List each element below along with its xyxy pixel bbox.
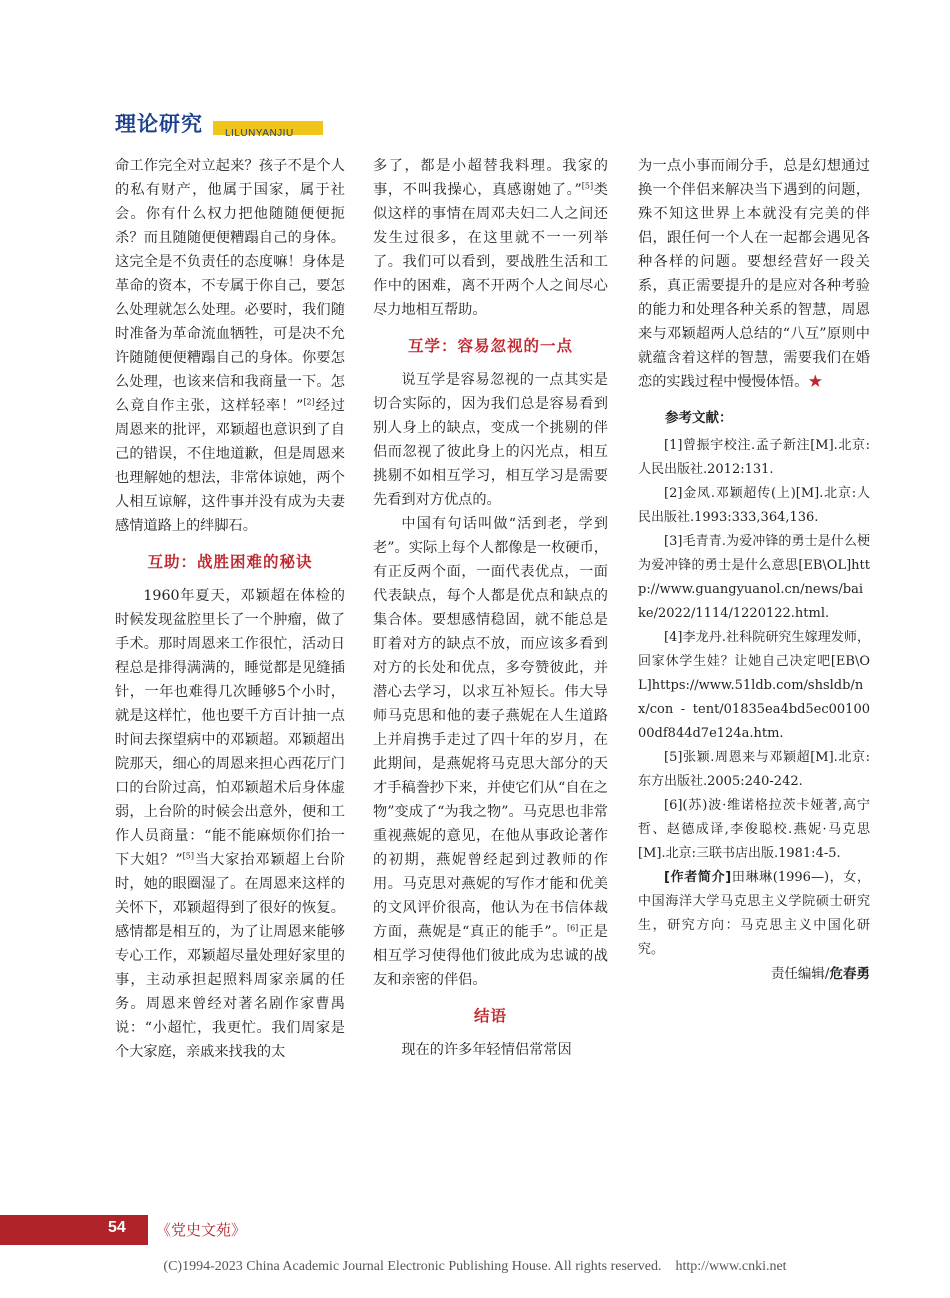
section-header	[115, 108, 325, 138]
paragraph: 命工作完全对立起来？孩子不是个人的私有财产，他属于国家，属于社会。你有什么权力把他随随便便扼杀？而且随随便便糟蹋自己的身体。这完全是不负责任的态度嘛！身体是革命的资本，不专属于你自己，要怎么处理就怎么处理。必要时，我们随时准备为革命流血牺牲，可是决不允许随随便便糟蹋自己的身体。你要怎么处理，也该来信和我商量一下。怎么竟自作主张，这样轻率！”[2]经过周恩来的批评，邓颖超也意识到了自己的错误，不住地道歉，但是周恩来也理解她的想法，非常体谅她，两个人相互谅解，这件事并没有成为夫妻感情道路上的绊脚石。	[115, 158, 345, 534]
editor-credit: 责任编辑/危春勇	[770, 966, 870, 982]
citation-mark: [6]	[566, 923, 579, 933]
page-number: 54	[108, 1219, 126, 1236]
editor-name: 危春勇	[829, 966, 870, 982]
reference-item: [5]张颖.周恩来与邓颖超[M].北京:东方出版社.2005:240-242.	[638, 750, 870, 789]
author-label: [作者简介]	[664, 870, 732, 885]
section-header-subtitle: LILUNYANJIU	[225, 128, 294, 139]
star-icon: ★	[808, 374, 823, 390]
column-1	[115, 154, 345, 1064]
section-header-title: 理论研究	[115, 112, 203, 136]
paragraph: 为一点小事而闹分手，总是幻想通过换一个伴侣来解决当下遇到的问题，殊不知这世界上本就没有完美的伴侣，跟任何一个人在一起都会遇见各种各样的问题。要想经营好一段关系，真正需要提升的是应对各种考验的能力和处理各种关系的智慧，周恩来与邓颖超两人总结的“八互”原则中就蕴含着这样的智慧，需要我们在婚恋的实践过程中慢慢体悟。★	[638, 158, 870, 390]
reference-item: [6](苏)波·维诺格拉茨卡娅著,高宁哲、赵德成译,李俊聪校.燕妮·马克思[M].北京:三联书店出版.1981:4-5.	[638, 798, 870, 861]
citation-mark: [2]	[303, 397, 315, 407]
copyright-line: (C)1994-2023 China Academic Journal Electronic Publishing House. All rights reserved. http://www.cnki.net	[163, 1259, 787, 1274]
column-2	[373, 154, 608, 1062]
paragraph: 现在的许多年轻情侣常常因	[401, 1042, 572, 1058]
magazine-name: 《党史文苑》	[156, 1221, 247, 1239]
paragraph: 多了，都是小超替我料理。我家的事，不叫我操心，真感谢她了。”[5]类似这样的事情在周邓夫妇二人之间还发生过很多，在这里就不一一列举了。我们可以看到，要战胜生活和工作中的困难，离不开两个人之间尽心尽力地相互帮助。	[373, 158, 608, 318]
reference-item: [1]曾振宇校注.孟子新注[M].北京:人民出版社.2012:131.	[638, 438, 870, 477]
page-footer	[0, 1215, 950, 1247]
column-3	[638, 154, 884, 986]
reference-item: [3]毛青青.为爱冲锋的勇士是什么梗 为爱冲锋的勇士是什么意思[EB\OL]http://www.guangyuanol.cn/news/baike/2022/1114/1220122.html.	[638, 534, 884, 621]
page-number-bar	[0, 1215, 148, 1245]
reference-item: [4]李龙丹.社科院研究生嫁理发师，回家休学生娃？让她自己决定吧[EB\OL]https://www.51ldb.com/shsldb/nx/con - tent/01835ea4bd5ec0010000df844d7e124a.htm.	[638, 630, 870, 741]
citation-mark: [5]	[182, 851, 194, 861]
author-bio: [作者简介]田琳琳(1996—)，女，中国海洋大学马克思主义学院硕士研究生，研究方向：马克思主义中国化研究。	[638, 870, 870, 957]
section-heading-conclusion: 结语	[473, 1007, 507, 1025]
section-header-bar	[213, 121, 323, 139]
citation-mark: [5]	[581, 181, 594, 191]
section-heading-mutual-learning: 互学：容易忽视的一点	[407, 337, 573, 355]
section-heading-mutual-help: 互助：战胜困难的秘诀	[147, 553, 313, 571]
references-title: 参考文献：	[665, 410, 733, 426]
reference-item: [2]金凤.邓颖超传(上)[M].北京:人民出版社.1993:333,364,136.	[638, 486, 870, 525]
paragraph: 1960年夏天，邓颖超在体检的时候发现盆腔里长了一个肿瘤，做了手术。那时周恩来工作很忙，活动日程总是排得满满的，睡觉都是见缝插针，一年也难得几次睡够5个小时，就是这样忙，他也要千方百计抽一点时间去探望病中的邓颖超。邓颖超出院那天，细心的周恩来担心西花厅门口的台阶过高，怕邓颖超术后身体虚弱，上台阶的时候会出意外，便和工作人员商量：“能不能麻烦你们抬一下大姐？”[5]当大家抬邓颖超上台阶时，她的眼圈湿了。在周恩来这样的关怀下，邓颖超得到了很好的恢复。感情都是相互的，为了让周恩来能够专心工作，邓颖超尽量处理好家里的事，主动承担起照料周家亲属的任务。周恩来曾经对著名剧作家曹禺说：“小超忙，我更忙。我们周家是个大家庭，亲戚来找我的太	[115, 588, 345, 1060]
paragraph: 中国有句话叫做“活到老，学到老”。实际上每个人都像是一枚硬币，有正反两个面，一面代表优点，一面代表缺点，每个人都是优点和缺点的集合体。要想感情稳固，就不能总是盯着对方的缺点不放，而应该多看到对方的长处和优点，多夸赞彼此，并潜心去学习，以求互补短长。伟大导师马克思和他的妻子燕妮在人生道路上并肩携手走过了四十年的岁月，在此期间，是燕妮将马克思大部分的天才手稿誊抄下来，并使它们从“自在之物”变成了“为我之物”。马克思也非常重视燕妮的意见，在他从事政论著作的初期，燕妮曾经起到过教师的作用。马克思对燕妮的写作才能和优美的文风评价很高，他认为在书信体裁方面，燕妮是“真正的能手”。[6]正是相互学习使得他们彼此成为忠诚的战友和亲密的伴侣。	[373, 516, 608, 988]
paragraph: 说互学是容易忽视的一点其实是切合实际的，因为我们总是容易看到别人身上的缺点，变成一个挑剔的伴侣而忽视了彼此身上的闪光点，相互挑剔不如相互学习，相互学习是需要先看到对方优点的。	[373, 372, 608, 508]
